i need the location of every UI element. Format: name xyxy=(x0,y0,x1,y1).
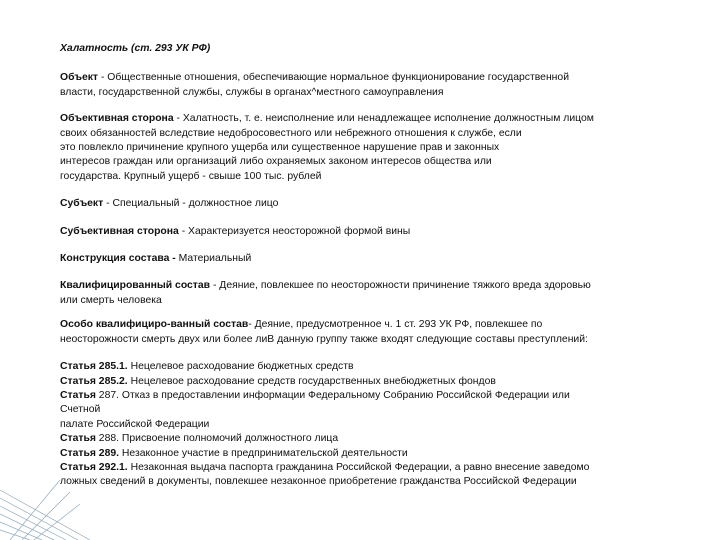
article-line xyxy=(60,461,690,475)
section-text: Материальный xyxy=(175,253,252,265)
section-text: - Деяние, повлекшее по неосторожности причинение тяжкого вреда здоровью xyxy=(210,280,591,292)
article-line xyxy=(60,418,690,432)
article-line xyxy=(60,432,690,446)
section-label: Особо квалифициро-ванный состав xyxy=(60,319,249,331)
article-line xyxy=(60,475,690,489)
article-line xyxy=(60,389,690,403)
section-especially-qualified xyxy=(60,318,690,347)
section-label: Объективная сторона xyxy=(60,113,174,125)
section-qualified xyxy=(60,279,690,308)
section-construction xyxy=(60,252,690,266)
article-line xyxy=(60,360,690,374)
section-text: власти, государственной службы, службы в органах^местного самоуправления xyxy=(60,86,444,98)
section-label: Квалифицированный состав xyxy=(60,280,211,292)
articles-list xyxy=(60,360,690,490)
section-text: своих обязанностей вследствие недобросовестного или небрежного отношения к службе, если xyxy=(60,127,522,139)
document-body xyxy=(60,42,690,490)
article-line xyxy=(60,447,690,461)
section-text: - Характеризуется неосторожной формой вины xyxy=(178,225,411,237)
section-subjective-side xyxy=(60,225,690,239)
article-text: Незаконное участие в предпринимательской деятельности xyxy=(119,447,408,459)
article-label: Статья xyxy=(60,389,96,401)
section-text: - Халатность, т. е. неисполнение или ненадлежащее исполнение должностным лицом xyxy=(173,113,594,125)
section-label: Субъект xyxy=(60,198,104,210)
section-text: интересов граждан или организаций либо охраняемых законом интересов общества или xyxy=(60,156,492,168)
article-text: 288. Присвоение полномочий должностного лица xyxy=(95,433,339,445)
article-text: ложных сведений в документы, повлекшее незаконное приобретение гражданства Российской Федерации xyxy=(60,476,577,488)
section-text: - Общественные отношения, обеспечивающие нормальное функционирование государственной xyxy=(98,72,569,84)
section-subject xyxy=(60,197,690,211)
section-text: неосторожности смерть двух или более лиВ данную группу также входят следующие составы преступлений: xyxy=(60,333,588,345)
section-text: или смерть человека xyxy=(60,294,162,306)
article-label: Статья 285.1. xyxy=(60,361,128,373)
document-title: Халатность (ст. 293 УК РФ) xyxy=(60,43,211,54)
article-line xyxy=(60,403,690,417)
article-text: 287. Отказ в предоставлении информации Федеральному Собранию Российской Федерации или xyxy=(95,389,570,401)
article-label: Статья xyxy=(60,433,96,445)
article-label: Статья 292.1. xyxy=(60,461,128,473)
section-text: - Деяние, предусмотренное ч. 1 ст. 293 УК РФ, повлекшее по xyxy=(248,319,543,331)
article-line xyxy=(60,375,690,389)
section-label: Субъективная сторона xyxy=(60,225,179,237)
article-text: Счетной xyxy=(60,404,101,416)
section-objective-side xyxy=(60,112,690,184)
article-text: Нецелевое расходование бюджетных средств xyxy=(127,361,354,373)
section-text: это повлекло причинение крупного ущерба или существенное нарушение прав и законных xyxy=(60,142,500,154)
section-object xyxy=(60,71,690,100)
article-text: палате Российской Федерации xyxy=(60,418,210,430)
article-text: Незаконная выдача паспорта гражданина Российской Федерации, а равно внесение заведомо xyxy=(127,461,590,473)
article-label: Статья 289. xyxy=(60,447,120,459)
section-text: - Специальный - должностное лицо xyxy=(103,198,279,210)
section-text: государства. Крупный ущерб - свыше 100 тыс. рублей xyxy=(60,170,322,182)
section-label: Объект xyxy=(60,72,99,84)
article-text: Нецелевое расходование средств государственных внебюджетных фондов xyxy=(127,375,496,387)
article-label: Статья 285.2. xyxy=(60,375,128,387)
section-label: Конструкция состава - xyxy=(60,253,176,265)
